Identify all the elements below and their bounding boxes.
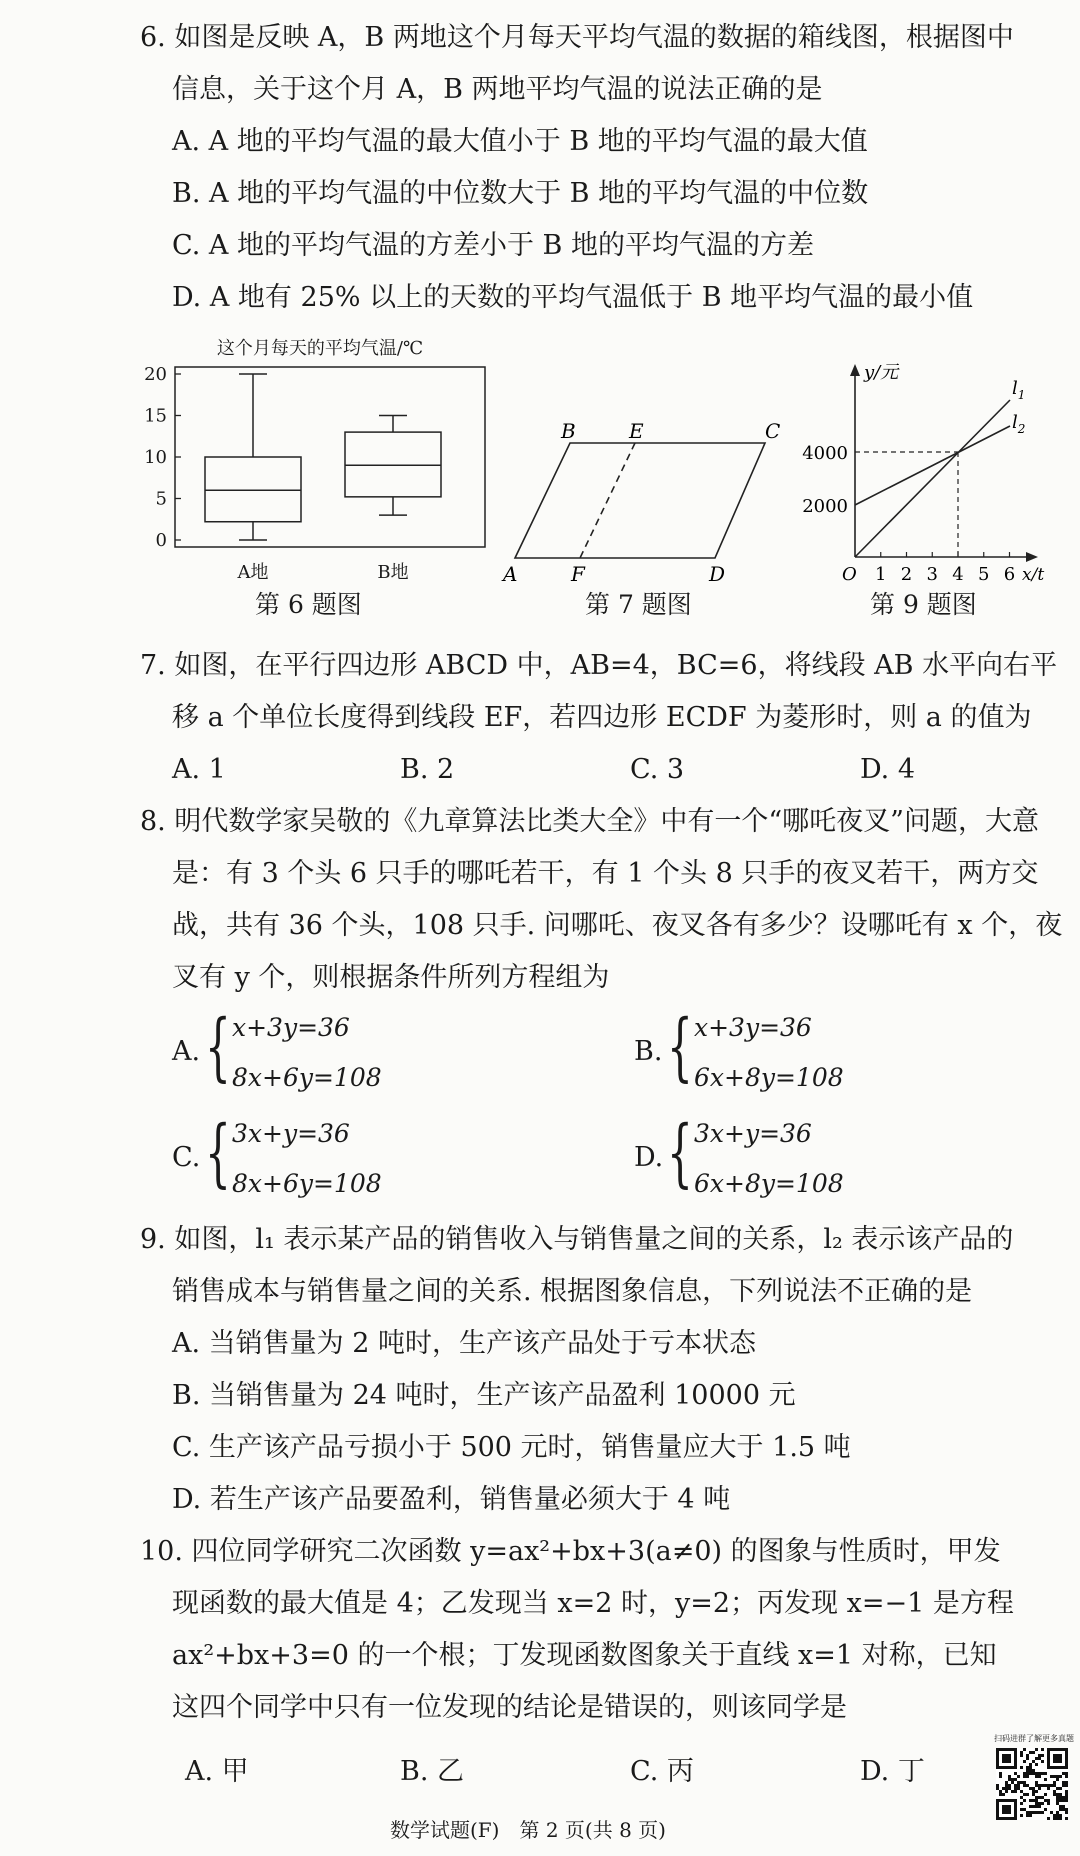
- q9-option-d: D. 若生产该产品要盈利，销售量必须大于 4 吨: [172, 1484, 731, 1515]
- fig6-ytick-label: 15: [144, 405, 167, 427]
- fig6-caption: 第 6 题图: [255, 590, 362, 619]
- fig7-label-b: B: [561, 419, 576, 443]
- q8-stem-line2: 是：有 3 个头 6 只手的哪吒若干，有 1 个头 8 只手的夜叉若干，两方交: [172, 858, 1039, 889]
- q10-option-d: D. 丁: [860, 1756, 925, 1787]
- q7-option-d: D. 4: [860, 754, 916, 785]
- q9-option-a: A. 当销售量为 2 吨时，生产该产品处于亏本状态: [172, 1328, 757, 1359]
- fig9-ytick-4000: 4000: [802, 443, 848, 464]
- fig9-line-graph: [800, 362, 1050, 590]
- q6-stem-line1: 6. 如图是反映 A，B 两地这个月每天平均气温的数据的箱线图，根据图中: [140, 22, 1014, 53]
- q10-option-a: A. 甲: [185, 1756, 249, 1787]
- fig9-l1-label: l: [1012, 378, 1018, 399]
- svg-text:l2: [1012, 412, 1025, 436]
- fig6-boxes: [205, 374, 441, 540]
- fig6-box-b: [345, 416, 441, 516]
- fig6-ytick-label: 10: [144, 447, 167, 468]
- qr-code-caption: 扫码进群了解更多真题: [994, 1734, 1074, 1743]
- q9-stem-line2: 销售成本与销售量之间的关系. 根据图象信息，下列说法不正确的是: [172, 1276, 973, 1307]
- q9-stem-line1: 9. 如图，l₁ 表示某产品的销售收入与销售量之间的关系，l₂ 表示该产品的: [140, 1224, 1014, 1255]
- q8-stem-line3: 战，共有 36 个头，108 只手. 问哪吒、夜叉各有多少？设哪吒有 x 个，夜: [172, 910, 1063, 941]
- q7-option-b: B. 2: [400, 754, 455, 785]
- q7-option-a: A. 1: [172, 754, 226, 785]
- q8-stem-line1: 8. 明代数学家吴敬的《九章算法比类大全》中有一个“哪吒夜叉”问题，大意: [140, 806, 1039, 837]
- fig6-ytick-label: 5: [155, 488, 167, 510]
- fig9-xtick-label: 2: [900, 564, 913, 585]
- q8-option-d-label: D.: [634, 1142, 664, 1173]
- fig6-ytick-label: 0: [155, 530, 167, 551]
- fig9-origin: O: [842, 564, 857, 585]
- fig6-box-a: [205, 374, 301, 540]
- fig6-xtick-a: A地: [237, 562, 269, 583]
- fig9-xtick-label: 5: [978, 564, 990, 585]
- q8-option-c-eq1: 3x+y=36: [232, 1119, 350, 1148]
- q6-option-d: D. A 地有 25% 以上的天数的平均气温低于 B 地平均气温的最小值: [172, 282, 974, 313]
- fig7-ef-dashed: [580, 443, 635, 558]
- fig7-label-a: A: [503, 562, 518, 586]
- q9-option-b: B. 当销售量为 24 吨时，生产该产品盈利 10000 元: [172, 1380, 796, 1411]
- fig9-line-l1: [855, 400, 1010, 557]
- q7-stem-line1: 7. 如图，在平行四边形 ABCD 中，AB=4，BC=6，将线段 AB 水平向右平: [140, 650, 1058, 681]
- fig7-label-c: C: [765, 419, 781, 443]
- fig7-label-e: E: [629, 419, 644, 443]
- fig9-l1-sub: 1: [1017, 388, 1026, 402]
- q8-option-d-eq2: 6x+8y=108: [694, 1169, 844, 1198]
- fig9-xtick-label: 3: [926, 564, 938, 585]
- q10-option-b: B. 乙: [400, 1756, 465, 1787]
- q10-option-c: C. 丙: [630, 1756, 694, 1787]
- q10-stem-line2: 现函数的最大值是 4；乙发现当 x=2 时，y=2；丙发现 x=−1 是方程: [172, 1588, 1014, 1619]
- fig7-caption: 第 7 题图: [585, 590, 692, 619]
- fig9-x-arrow: [1026, 552, 1038, 562]
- page-footer: 数学试题(F) 第 2 页(共 8 页): [390, 1818, 666, 1842]
- fig9-ytick-2000: 2000: [802, 496, 848, 517]
- fig6-iqr-box: [205, 457, 301, 522]
- q8-option-c-label: C.: [172, 1142, 201, 1173]
- fig7-parallelogram: [495, 418, 795, 588]
- fig9-xlabel: x/t: [1022, 565, 1045, 585]
- q8-option-b-eq2: 6x+8y=108: [694, 1063, 844, 1092]
- q10-stem-line1: 10. 四位同学研究二次函数 y=ax²+bx+3(a≠0) 的图象与性质时，甲发: [140, 1536, 1001, 1567]
- fig9-xtick-label: 6: [1003, 564, 1016, 585]
- fig9-l2-label: l: [1012, 412, 1018, 433]
- q8-option-c-eq2: 8x+6y=108: [232, 1169, 382, 1198]
- q8-option-c-brace: {: [205, 1110, 231, 1196]
- fig6-ytick-label: 20: [144, 364, 167, 385]
- q7-stem-line2: 移 a 个单位长度得到线段 EF，若四边形 ECDF 为菱形时，则 a 的值为: [172, 702, 1032, 733]
- q8-option-b-label: B.: [634, 1036, 663, 1067]
- qr-code-icon[interactable]: [996, 1748, 1068, 1820]
- q6-option-c: C. A 地的平均气温的方差小于 B 地的平均气温的方差: [172, 230, 814, 261]
- fig6-iqr-box: [345, 432, 441, 497]
- fig6-xtick-b: B地: [377, 562, 409, 583]
- q8-option-d-eq1: 3x+y=36: [694, 1119, 812, 1148]
- q6-stem-line2: 信息，关于这个月 A，B 两地平均气温的说法正确的是: [172, 74, 823, 105]
- q8-option-a-label: A.: [172, 1036, 201, 1067]
- q6-option-a: A. A 地的平均气温的最大值小于 B 地的平均气温的最大值: [172, 126, 868, 157]
- fig9-y-arrow: [850, 364, 860, 376]
- q10-stem-line3: ax²+bx+3=0 的一个根；丁发现函数图象关于直线 x=1 对称，已知: [172, 1640, 997, 1671]
- q6-option-b: B. A 地的平均气温的中位数大于 B 地的平均气温的中位数: [172, 178, 869, 209]
- fig9-l2-sub: 2: [1017, 422, 1026, 436]
- q8-option-b-brace: {: [667, 1004, 693, 1090]
- q9-option-c: C. 生产该产品亏损小于 500 元时，销售量应大于 1.5 吨: [172, 1432, 851, 1463]
- fig9-xtick-label: 4: [952, 564, 964, 585]
- fig7-abcd: [515, 443, 765, 558]
- q8-option-a-brace: {: [205, 1004, 231, 1090]
- q8-option-d-brace: {: [667, 1110, 693, 1196]
- q8-option-a-eq2: 8x+6y=108: [232, 1063, 382, 1092]
- fig7-label-d: D: [709, 562, 726, 586]
- fig6-boxplot: [125, 330, 495, 595]
- fig9-xtick-label: 1: [875, 564, 887, 585]
- fig9-caption: 第 9 题图: [870, 590, 977, 619]
- fig7-label-f: F: [571, 562, 585, 586]
- q7-option-c: C. 3: [630, 754, 685, 785]
- fig6-title: 这个月每天的平均气温/℃: [216, 338, 424, 359]
- q8-option-b-eq1: x+3y=36: [694, 1013, 812, 1042]
- q8-option-a-eq1: x+3y=36: [232, 1013, 350, 1042]
- q8-stem-line4: 叉有 y 个，则根据条件所列方程组为: [172, 962, 610, 993]
- q10-stem-line4: 这四个同学中只有一位发现的结论是错误的，则该同学是: [172, 1692, 847, 1723]
- fig9-line-l2: [855, 426, 1010, 505]
- fig9-ylabel: y/元: [864, 362, 899, 383]
- svg-text:l1: [1012, 378, 1025, 402]
